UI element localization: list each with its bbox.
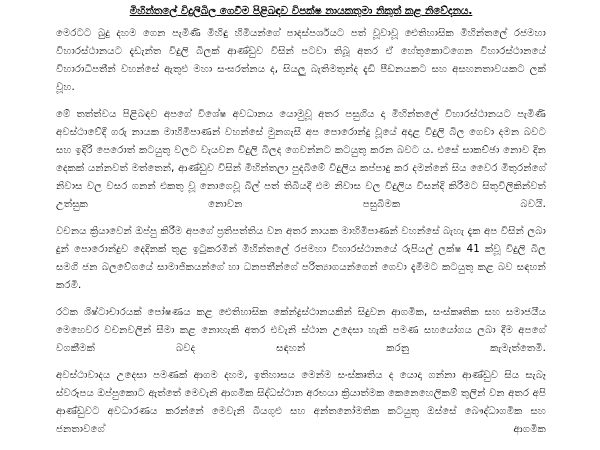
paragraph-2: මේ තත්ත්වය පිළිබඳව අපගේ විශේෂ අවධානය යොමුවූ අතර පසුගිය දා මිහින්තලේ විහාරස්ථානයට පැමිණි අවස්ථාවේදී ගරු නායක මාහිමිපාණන් වහන්සේ මුනගැසී අප පොරොන්දු වූයේ අදාළ විදුලි බිල ගෙවා දමන බවට සහ ඉදිරි පෙරොත් කටයුතු වලට වැයවන විදුලි බිලද ගෙවන්නට කටයුතු කරන බවට ය. එසේ සාකච්ඡා නොව දින දෙකක් යන්නවත් මත්තෙන්, ආණ්ඩුව විසින් මිහින්තලා පුදබිමේ විදුලිය කප්පාදු කර දමන්නේ සිය වෛර මිතුරන්ගේ නිවාස වල වසර ගනන් එකතු වූ නොගෙවූ බිල් පත් තිබියදී එම නිවාස වල විදුලිය විසන්දි කිරීමට සිතුවිලිකින්වත් උත්සුක නොවන පසුබිමක බවයි. [56, 109, 546, 210]
document-title: මිහින්තලේ විදුලිබිල ගෙවීම පිළිබඳව විපක්ෂ නායකතුමා නිකුත් කළ නිවේදනය. [129, 5, 473, 17]
document-body [56, 25, 546, 439]
paragraph-3: වචනය ක්‍රියාවෙන් ඔප්පු කිරීම අපගේ ප්‍රතිපත්තිය වන අතර නායක මාහිමිපාණන් වහන්සේ බැහැ දැක අප විසින් ලබා දුන් පොරොන්දුව දෙදිනක් තුළ ඉටුකරමින් මිහින්තලේ රජමහා විහාරස්ථානයේ රුපියල් ලක්ෂ 41 ක්වූ විදුලි බිල සමගි ජන බලවේගයේ සාමාජිකයන්ගේ හා ධනපතීන්ගේ පරිත්‍යාගයන්ගෙන් ගෙවා දැමීමට කටයුතු කළ බව සඳහන් කරමි. [56, 226, 546, 291]
paragraph-1: මෙරටට බුදු දහම ගෙන පැමිණි මිහිඳු හිමියන්ගේ පාදස්පර්ශයට පත් වූවාවූ ඓතිහාසික මිහින්තලේ රජමහා විහාරස්ථානයට දැඩැන්ත විදුලි බිලක් ආණ්ඩුව විසින් පටවා තිබූ අතර ඒ හේතුකොටගෙන විහාරස්ථානයේ විහාරාධිපතීන් වහන්සේ ඇතුළු මහා සංඝරත්නය ද, සියලු බැතිමතුන්ද දැඩි පීඩනයකට සහ අසහනතාවයකට ලක් වූහ. [56, 28, 546, 93]
paragraph-4: රටක ශිෂ්ටාචාරයක් පෝෂණය කළ ඓතිහාසික කේන්ද්‍රස්ථානයකින් සිදුවන ආගමික, සංස්කෘතික සහ සමාජයීය මෙහෙවර වචනවලින් සීමා කළ නොහැකි අතර එවැනි ස්ථාන උදෙසා හැකි පමණ සහයෝගය ලබා දීම අපගේ වගකීමක් බවද සඳහන් කරනු කැමැත්තෙමි. [56, 307, 546, 354]
paragraph-5: අවස්ථාවාදය උදෙසා පමණක් ආගම දහම, ඉතිහාසය මෙන්ම සංස්කෘතිය ද යොදා ගන්නා ආණ්ඩුව සිය සැබෑ ස්වරූපය ඔප්පුකොට ඇත්තේ මෙවැනි ආගමික සිද්ධස්ථාන අරභයා ක්‍රියාත්මක කෙනෙහෙලිකම් තුලින් වන අතර අපි ආණ්ඩුවට අවධාරණය කරන්නේ මෙවැනි බියගුළු සහ අන්තනෝමතික කටයුතු ඔස්සේ බෞද්ධාගමික සහ ජනතාවගේ ආගමික [56, 370, 546, 435]
